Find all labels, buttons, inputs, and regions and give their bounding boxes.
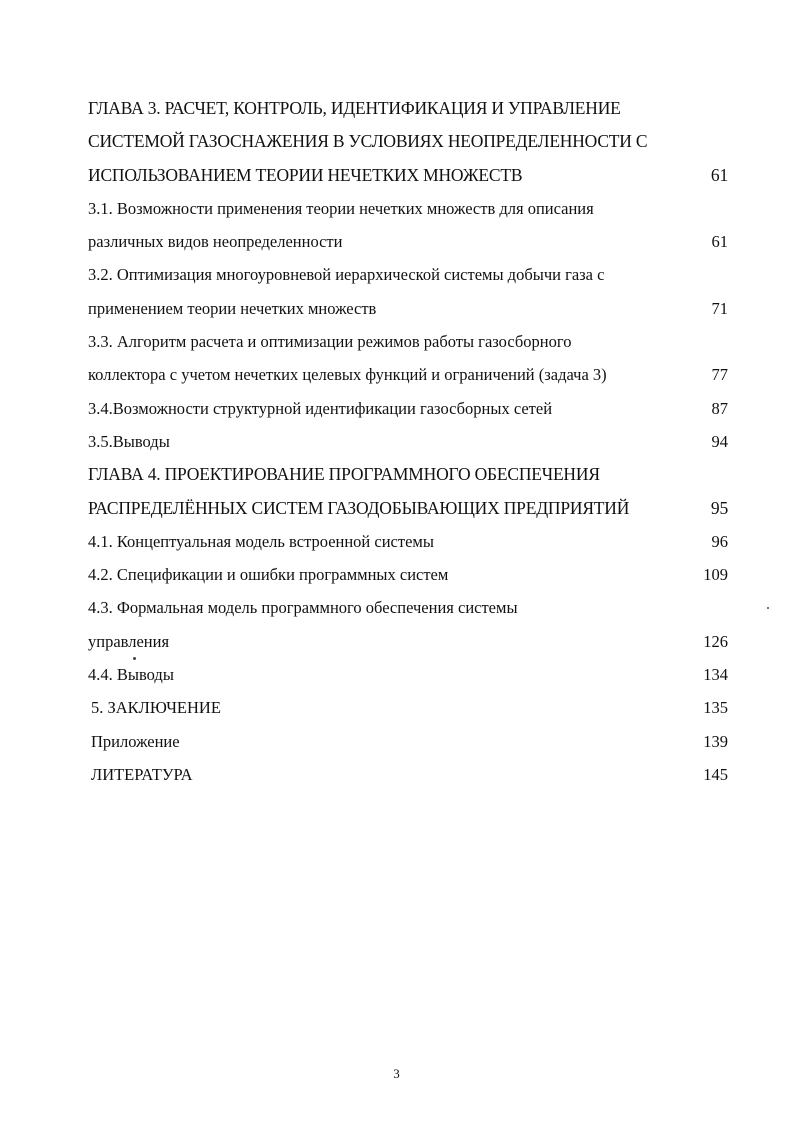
toc-entry bbox=[88, 658, 728, 691]
toc-entry-text: ГЛАВА 4. ПРОЕКТИРОВАНИЕ ПРОГРАММНОГО ОБЕСПЕЧЕНИЯ bbox=[88, 464, 600, 485]
toc-entry bbox=[88, 392, 728, 425]
toc-entry-page: 135 bbox=[703, 698, 728, 718]
toc-entry-text: управления bbox=[88, 631, 170, 651]
toc-entry-page: 61 bbox=[710, 164, 728, 185]
toc-entry-text: 4.2. Спецификации и ошибки программных систем bbox=[88, 565, 449, 585]
toc-entry-page: 139 bbox=[703, 731, 728, 751]
toc-entry bbox=[88, 625, 728, 658]
toc-entry-page: 126 bbox=[703, 631, 728, 651]
toc-entry-page: 95 bbox=[710, 497, 728, 518]
toc-entry-page: 61 bbox=[711, 232, 728, 252]
toc-entry-text: Приложение bbox=[91, 731, 180, 751]
toc-entry bbox=[88, 258, 728, 291]
toc-entry-text: 3.2. Оптимизация многоуровневой иерархической системы добычи газа с bbox=[88, 265, 605, 285]
toc-entry-text: 4.3. Формальная модель программного обеспечения системы bbox=[88, 598, 518, 618]
toc-entry-page: 94 bbox=[711, 431, 728, 451]
toc-entry-text: 3.5.Выводы bbox=[88, 431, 170, 451]
toc-entry-text: СИСТЕМОЙ ГАЗОСНАЖЕНИЯ В УСЛОВИЯХ НЕОПРЕДЕЛЕННОСТИ С bbox=[88, 131, 648, 152]
toc-entry-text: 3.3. Алгоритм расчета и оптимизации режимов работы газосборного bbox=[88, 332, 572, 352]
toc-entry bbox=[88, 591, 728, 624]
scan-speck bbox=[767, 607, 769, 609]
toc-entry bbox=[88, 125, 728, 158]
toc-entry-page: 87 bbox=[711, 398, 728, 418]
toc-entry-text: 5. ЗАКЛЮЧЕНИЕ bbox=[91, 698, 221, 718]
page-number: 3 bbox=[393, 1066, 400, 1081]
toc-entry bbox=[88, 192, 728, 225]
toc-entry bbox=[88, 425, 728, 458]
toc-entry bbox=[88, 558, 728, 591]
scan-speck bbox=[133, 657, 136, 660]
toc-entry-page: 134 bbox=[703, 665, 728, 685]
toc-entry bbox=[88, 492, 728, 525]
toc-entry-text: применением теории нечетких множеств bbox=[88, 298, 377, 318]
toc-entry bbox=[88, 325, 728, 358]
toc-entry-page: 109 bbox=[703, 565, 728, 585]
toc-entry bbox=[88, 92, 728, 125]
toc-entry bbox=[88, 358, 728, 391]
toc-entry-text: РАСПРЕДЕЛЁННЫХ СИСТЕМ ГАЗОДОБЫВАЮЩИХ ПРЕДПРИЯТИЙ bbox=[88, 497, 630, 518]
toc-entry-page: 96 bbox=[711, 531, 728, 551]
toc-entry-text: 3.1. Возможности применения теории нечетких множеств для описания bbox=[88, 198, 594, 218]
toc-entry-text: 3.4.Возможности структурной идентификации газосборных сетей bbox=[88, 398, 553, 418]
toc-entry-text: ИСПОЛЬЗОВАНИЕМ ТЕОРИИ НЕЧЕТКИХ МНОЖЕСТВ bbox=[88, 164, 523, 185]
toc-entry-text: ГЛАВА 3. РАСЧЕТ, КОНТРОЛЬ, ИДЕНТИФИКАЦИЯ И УПРАВЛЕНИЕ bbox=[88, 98, 621, 118]
toc-entry-page: 77 bbox=[711, 365, 728, 385]
toc-entry-text: 4.1. Концептуальная модель встроенной системы bbox=[88, 531, 434, 551]
toc-entry bbox=[88, 691, 728, 724]
table-of-contents bbox=[88, 92, 728, 791]
toc-entry bbox=[88, 292, 728, 325]
toc-entry bbox=[88, 458, 728, 491]
toc-entry-page: 145 bbox=[703, 764, 728, 784]
toc-entry bbox=[88, 758, 728, 791]
toc-entry bbox=[88, 159, 728, 192]
toc-entry bbox=[88, 725, 728, 758]
toc-entry bbox=[88, 225, 728, 258]
toc-entry-text: различных видов неопределенности bbox=[88, 232, 343, 252]
toc-entry-page: 71 bbox=[711, 298, 728, 318]
toc-entry bbox=[88, 525, 728, 558]
toc-entry-text: коллектора с учетом нечетких целевых функций и ограничений (задача 3) bbox=[88, 365, 607, 385]
toc-entry-text: ЛИТЕРАТУРА bbox=[91, 764, 193, 784]
toc-entry-text: 4.4. Выводы bbox=[88, 665, 174, 685]
